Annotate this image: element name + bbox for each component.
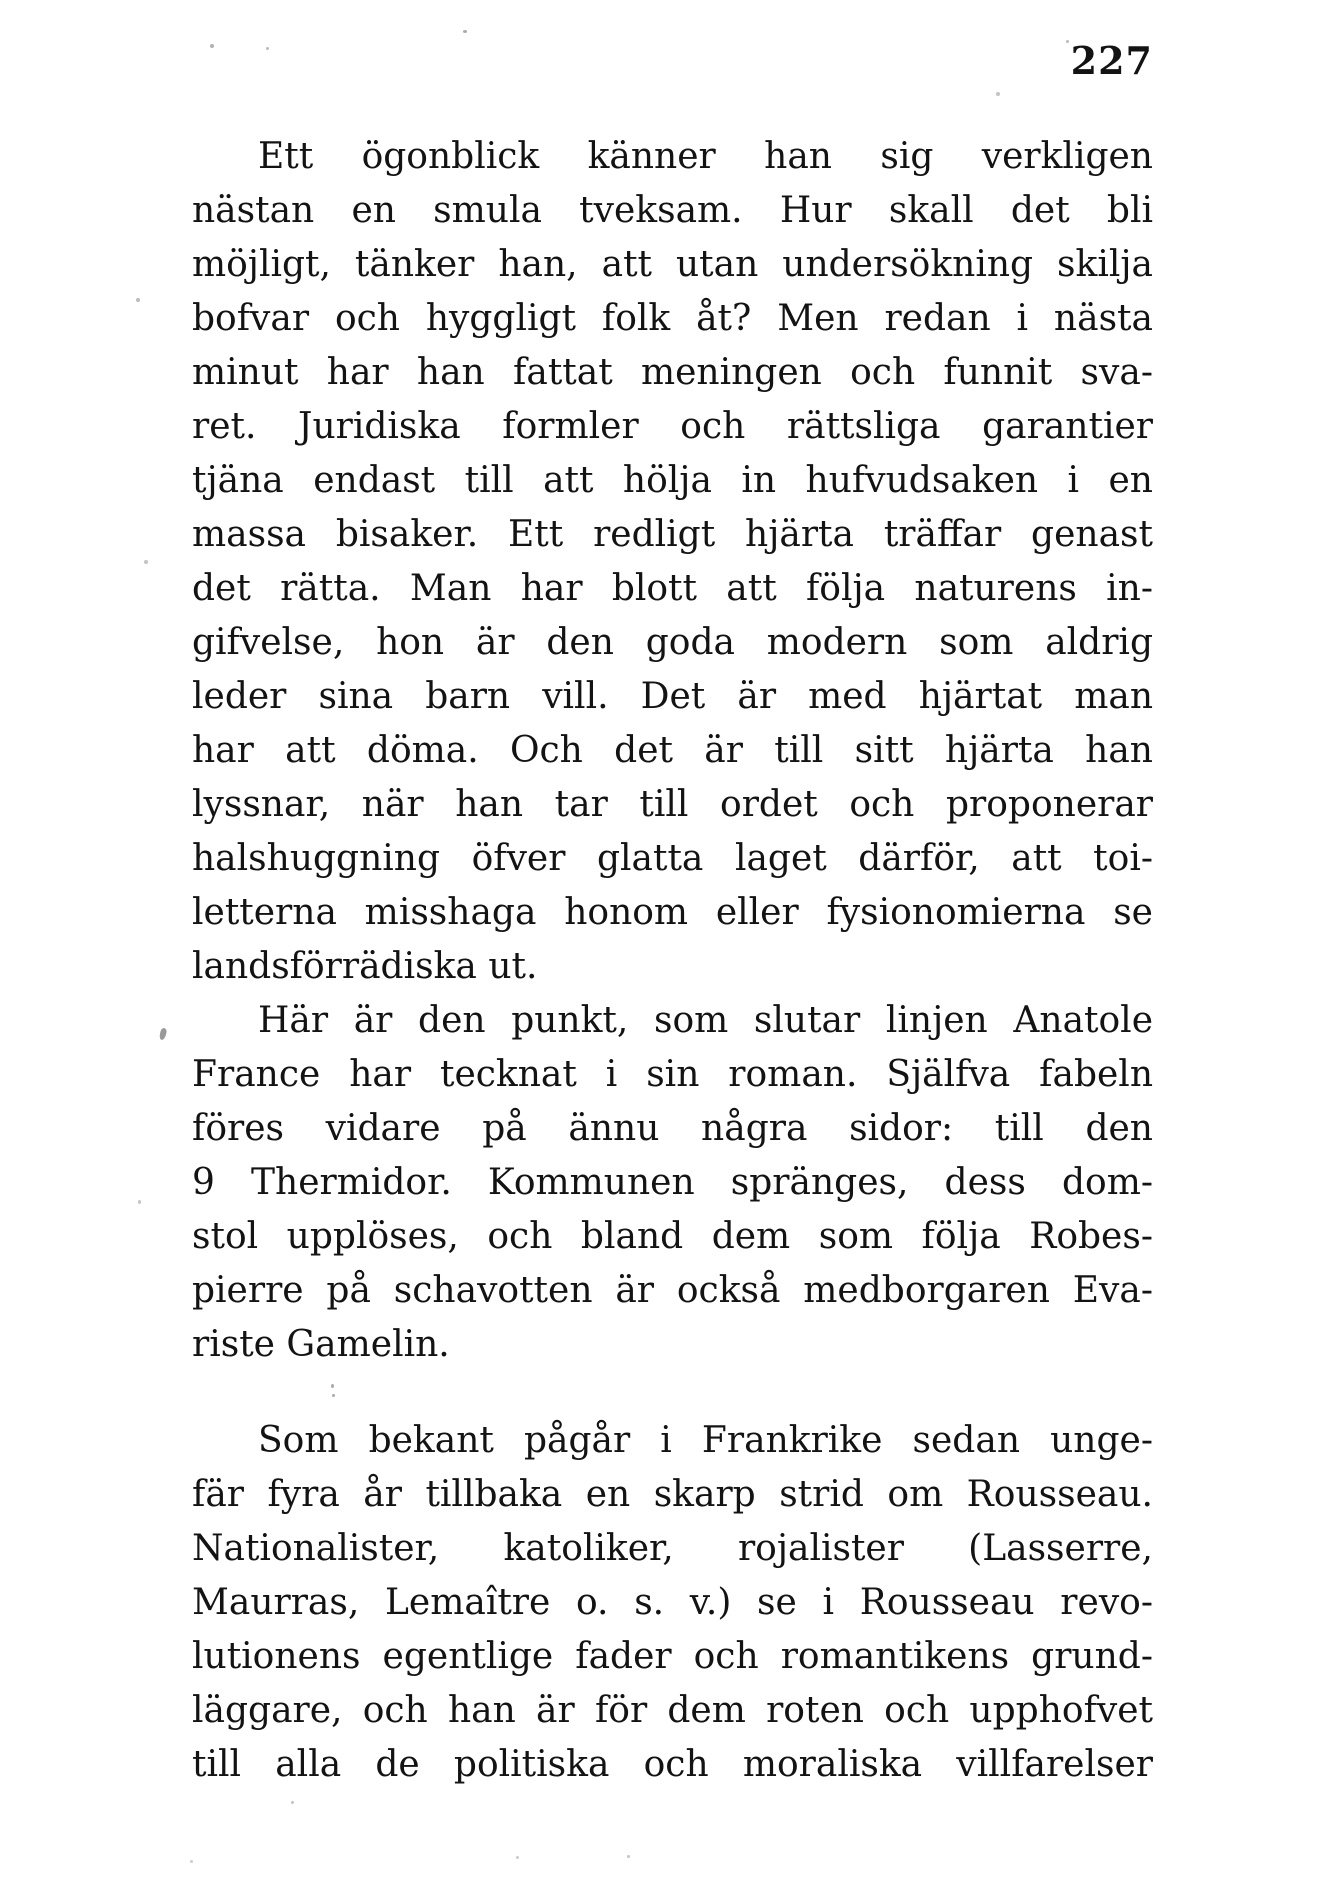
scan-speck [210,44,214,48]
scan-speck [266,47,269,50]
text-line: bofvar och hyggligt folk åt? Men redan i nästa [192,298,1153,339]
paragraph [192,994,1153,1372]
text-line: France har tecknat i sin roman. Själfva fabeln [192,1054,1153,1095]
text-line: Maurras, Lemaître o. s. v.) se i Rousseau revo- [192,1582,1153,1623]
text-line: halshuggning öfver glatta laget därför, att toi- [192,838,1153,879]
text-line: minut har han fattat meningen och funnit sva- [192,352,1153,393]
text-line: massa bisaker. Ett redligt hjärta träffar genast [192,514,1153,555]
text-line: landsförrädiska ut. [192,946,538,987]
scan-speck [516,1856,519,1859]
text-line: 9 Thermidor. Kommunen spränges, dess dom- [192,1162,1153,1203]
scan-speck [144,560,148,564]
scan-speck [332,1394,335,1397]
text-line: fär fyra år tillbaka en skarp strid om Rousseau. [192,1474,1153,1515]
text-line: föres vidare på ännu några sidor: till den [192,1108,1153,1149]
text-line: nästan en smula tveksam. Hur skall det bli [192,190,1153,231]
text-line: läggare, och han är för dem roten och upphofvet [192,1690,1153,1731]
paragraph [192,1414,1153,1792]
text-line: lyssnar, när han tar till ordet och proponerar [192,784,1153,825]
text-line: Ett ögonblick känner han sig verkligen [258,136,1153,177]
text-line: Som bekant pågår i Frankrike sedan unge- [258,1420,1153,1461]
text-line: gifvelse, hon är den goda modern som aldrig [192,622,1153,663]
scan-speck [159,1027,168,1040]
text-line: Nationalister, katoliker, rojalister (Lasserre, [192,1528,1153,1569]
text-line: har att döma. Och det är till sitt hjärta han [192,730,1153,771]
text-line: riste Gamelin. [192,1324,450,1365]
text-line: stol upplöses, och bland dem som följa Robes- [192,1216,1153,1257]
text-line: letterna misshaga honom eller fysionomierna se [192,892,1153,933]
scan-speck [627,1855,630,1858]
text-line: möjligt, tänker han, att utan undersökning skilja [192,244,1153,285]
text-line: lutionens egentlige fader och romantikens grund- [192,1636,1153,1677]
scan-speck [1066,40,1069,43]
scan-speck [136,298,140,302]
scan-speck [996,92,1000,96]
text-line: ret. Juridiska formler och rättsliga garantier [192,406,1153,447]
text-line: pierre på schavotten är också medborgaren Eva- [192,1270,1153,1311]
text-line: tjäna endast till att hölja in hufvudsaken i en [192,460,1153,501]
scan-speck [463,30,467,33]
page-number: 227 [1070,38,1153,83]
scan-speck [190,1860,193,1863]
text-line: till alla de politiska och moraliska villfarelser [192,1744,1153,1785]
scan-speck [138,1200,141,1204]
text-block [192,130,1153,1792]
text-line: Här är den punkt, som slutar linjen Anatole [258,1000,1153,1041]
text-line: leder sina barn vill. Det är med hjärtat man [192,676,1153,717]
paragraph [192,130,1153,994]
scan-speck [291,1801,294,1804]
scan-speck [331,1384,334,1388]
text-line: det rätta. Man har blott att följa naturens in- [192,568,1153,609]
